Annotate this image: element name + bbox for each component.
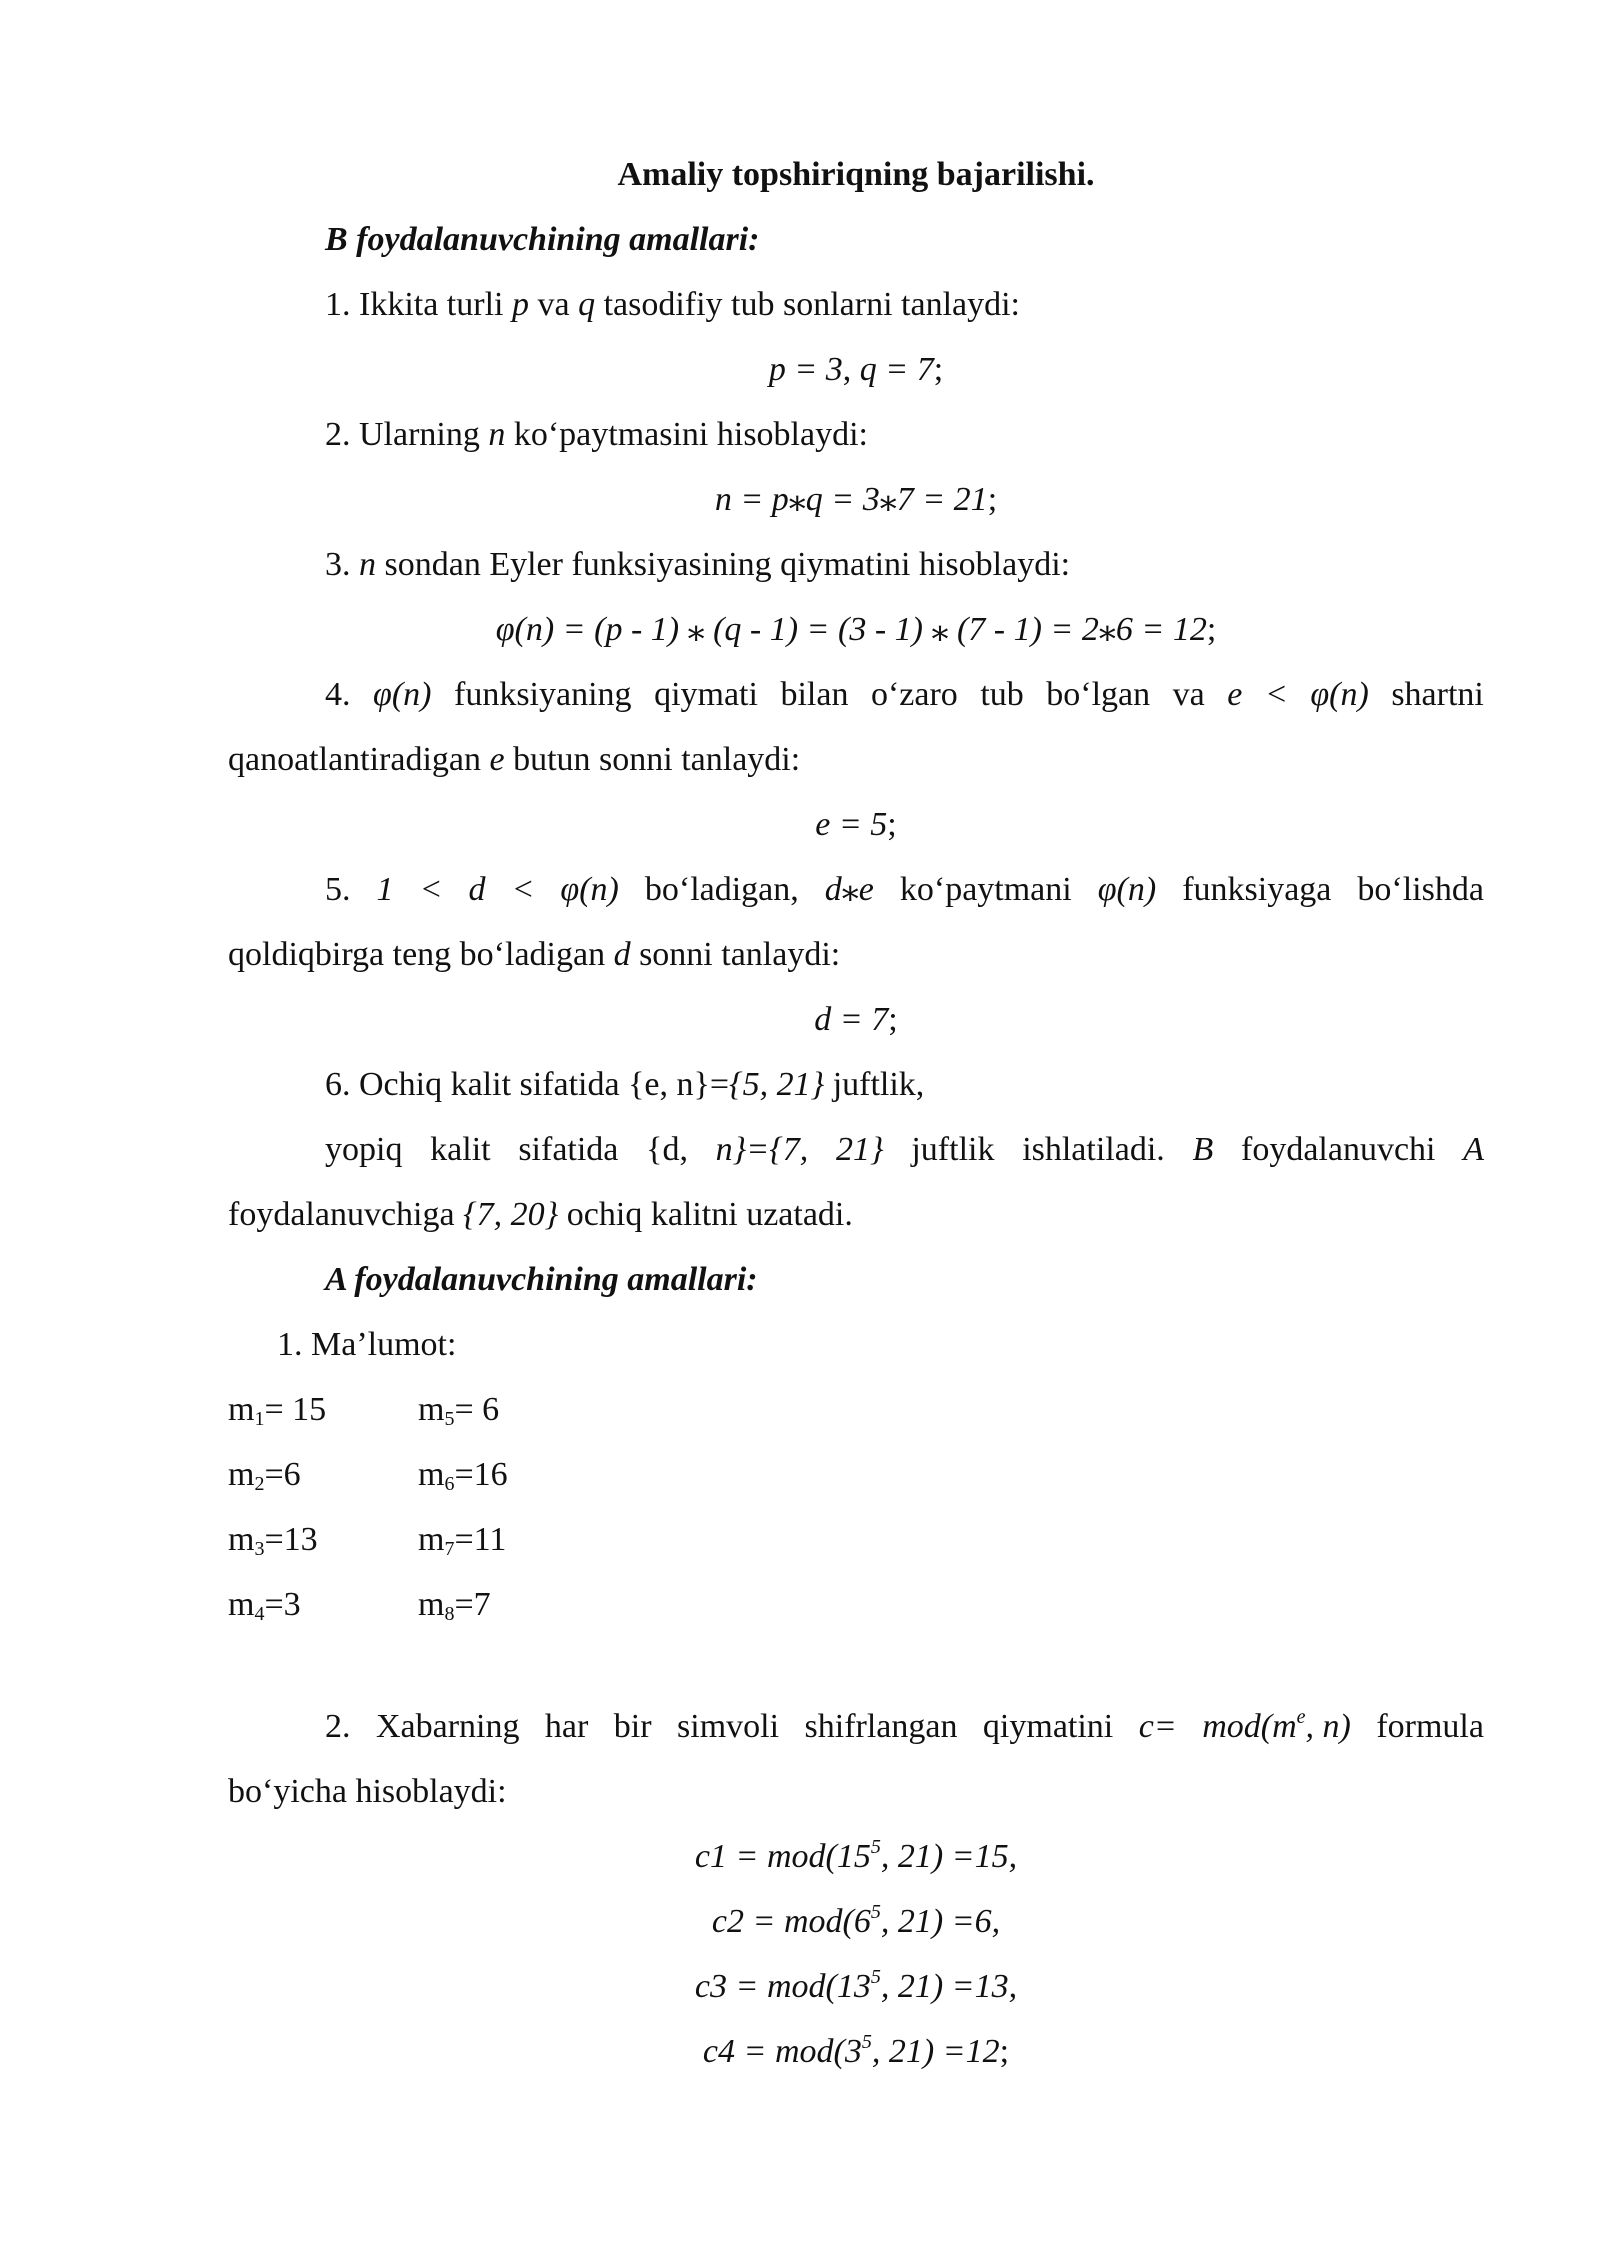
word: o‘zaro — [870, 676, 958, 713]
var-n: n — [359, 546, 376, 583]
step-1-part: 1. Ikkita turli — [325, 286, 512, 323]
word: < — [511, 871, 535, 908]
msg-val: =7 — [454, 1586, 491, 1623]
msg-name: m — [228, 1586, 255, 1623]
step-4-part: qanoatlantiradigan — [228, 741, 490, 778]
cipher-part: , 21) =6 — [880, 1903, 992, 1940]
msg-val: =3 — [264, 1586, 301, 1623]
word: {d, — [646, 1131, 688, 1168]
eq-part: ; — [887, 806, 897, 843]
msg-val: = 15 — [264, 1391, 327, 1428]
msg-name: m — [418, 1391, 445, 1428]
message-m2 — [228, 1455, 301, 1495]
equation-n — [228, 480, 1484, 520]
equation-d — [228, 1000, 1484, 1040]
step-5-line-1 — [325, 870, 1484, 910]
message-m1 — [228, 1390, 326, 1430]
equation-e — [228, 805, 1484, 845]
word: < — [419, 871, 443, 908]
eq-part: d = 7 — [814, 1001, 889, 1038]
word: bo‘lishda — [1357, 871, 1484, 908]
public-key: {5, 21} — [729, 1066, 825, 1103]
word: c= — [1138, 1708, 1177, 1745]
cipher-part: c1 = mod(15 — [694, 1838, 871, 1875]
word: A — [1463, 1131, 1484, 1168]
word: sifatida — [518, 1131, 619, 1168]
word: 5. — [325, 871, 351, 908]
step-3-text — [325, 545, 1070, 585]
step-6-part: ochiq kalitni uzatadi. — [558, 1196, 853, 1233]
word: va — [1172, 676, 1205, 713]
formula-part: , n) — [1305, 1708, 1351, 1745]
step-6-part: juftlik, — [824, 1066, 925, 1103]
word: φ(n) — [1310, 676, 1369, 713]
equation-pq — [228, 350, 1484, 390]
word: e — [1227, 676, 1243, 713]
cipher-exp: 5 — [861, 2031, 872, 2053]
msg-val: =11 — [454, 1521, 507, 1558]
msg-sub: 5 — [444, 1408, 455, 1430]
step-6-part: foydalanuvchiga — [228, 1196, 464, 1233]
msg-name: m — [418, 1456, 445, 1493]
cipher-part: , 21) =13 — [880, 1968, 1009, 2005]
step-6-line-1 — [325, 1065, 924, 1105]
cipher-c2 — [228, 1902, 1484, 1942]
msg-sub: 4 — [254, 1603, 265, 1625]
var-p: p — [511, 286, 529, 323]
step-5-line-2 — [228, 935, 840, 975]
cipher-part: ; — [999, 2033, 1010, 2070]
eq-part: ; — [888, 1001, 898, 1038]
word: 2. — [325, 1708, 351, 1745]
a-user-heading: A foydalanuvchining amallari: — [325, 1261, 758, 1298]
eq-part: ; — [987, 481, 998, 518]
msg-sub: 3 — [254, 1538, 265, 1560]
step-1-part: va — [528, 286, 579, 323]
message-m3 — [228, 1520, 318, 1560]
sent-key: {7, 20} — [463, 1196, 559, 1233]
word: shartni — [1391, 676, 1484, 713]
cipher-exp: 5 — [870, 1836, 881, 1858]
word: bir — [613, 1708, 652, 1745]
cipher-exp: 5 — [870, 1966, 881, 1988]
cipher-part: c4 = mod(3 — [702, 2033, 862, 2070]
message-m6 — [418, 1455, 508, 1495]
cipher-c3 — [228, 1967, 1484, 2007]
word: funksiyaning — [454, 676, 632, 713]
msg-name: m — [228, 1521, 255, 1558]
word: ishlatiladi. — [1022, 1131, 1165, 1168]
msg-val: =13 — [264, 1521, 318, 1558]
step-6-line-2 — [325, 1130, 1484, 1170]
msg-val: =6 — [264, 1456, 301, 1493]
eq-part: p = 3 — [768, 351, 843, 388]
word: 21} — [836, 1131, 884, 1168]
step-5-part: sonni tanlaydi: — [630, 936, 841, 973]
cipher-part: , — [1008, 1968, 1018, 2005]
word: bo‘lgan — [1046, 676, 1151, 713]
word: φ(n) — [1097, 871, 1157, 908]
var-e: e — [489, 741, 505, 778]
cipher-part: , 21) =12 — [871, 2033, 1000, 2070]
step-6-line-3 — [228, 1195, 853, 1235]
word: bo‘ladigan, — [644, 871, 799, 908]
word: φ(n) — [560, 871, 619, 908]
step-encrypt-line-2: bo‘yicha hisoblaydi: — [228, 1773, 507, 1810]
word: kalit — [430, 1131, 491, 1168]
msg-val: =16 — [454, 1456, 508, 1493]
step-3-part: 3. — [325, 546, 359, 583]
step-1-part: tasodifiy tub sonlarni tanlaydi: — [595, 286, 1020, 323]
equation-phi — [228, 610, 1484, 650]
word: simvoli — [677, 1708, 780, 1745]
msg-sub: 8 — [444, 1603, 455, 1625]
msg-name: m — [418, 1586, 445, 1623]
b-user-heading: B foydalanuvchining amallari: — [325, 221, 760, 258]
word: B — [1192, 1131, 1214, 1168]
word: juftlik — [911, 1131, 995, 1168]
msg-val: = 6 — [454, 1391, 500, 1428]
step-2-text — [325, 415, 868, 455]
word: har — [544, 1708, 589, 1745]
msg-sub: 1 — [254, 1408, 265, 1430]
cipher-c1 — [228, 1837, 1484, 1877]
step-4-line-1 — [325, 675, 1484, 715]
step-5-part: qoldiqbirga teng bo‘ladigan — [228, 936, 614, 973]
cipher-part: , — [991, 1903, 1001, 1940]
eq-part: ; — [933, 351, 944, 388]
step-4-line-2 — [228, 740, 800, 780]
word: foydalanuvchi — [1241, 1131, 1436, 1168]
msg-name: m — [228, 1456, 255, 1493]
word: formula — [1376, 1708, 1484, 1745]
message-m4 — [228, 1585, 301, 1625]
formula-part: mod(m — [1202, 1708, 1297, 1745]
msg-name: m — [228, 1391, 255, 1428]
cipher-part: , — [1008, 1838, 1018, 1875]
formula-exp: e — [1296, 1706, 1306, 1728]
step-2-part: 2. Ularning — [325, 416, 489, 453]
word: ko‘paytmani — [899, 871, 1072, 908]
step-1-text — [325, 285, 1020, 325]
var-n: n — [488, 416, 506, 453]
msg-sub: 2 — [254, 1473, 265, 1495]
msg-name: m — [418, 1521, 445, 1558]
var-d: d — [613, 936, 631, 973]
eq-part: e = 5 — [815, 806, 888, 843]
step-4-part: butun sonni tanlaydi: — [504, 741, 801, 778]
message-m8 — [418, 1585, 491, 1625]
word: shifrlangan — [804, 1708, 958, 1745]
data-label: 1. Ma’lumot: — [277, 1326, 457, 1363]
step-6-part: 6. Ochiq kalit sifatida {e, n}= — [325, 1066, 729, 1103]
word: d⁎e — [824, 871, 874, 908]
formula-mod — [1202, 1707, 1351, 1747]
eq-part: n = p⁎q = 3⁎7 = 21 — [714, 481, 988, 518]
cipher-part: , 21) =15 — [880, 1838, 1009, 1875]
word: 4. — [325, 676, 351, 713]
word: 1 — [376, 871, 394, 908]
cipher-exp: 5 — [870, 1901, 881, 1923]
step-3-part: sondan Eyler funksiyasining qiymatini hisoblaydi: — [376, 546, 1071, 583]
word: qiymatini — [982, 1708, 1114, 1745]
word: tub — [980, 676, 1024, 713]
eq-part: , — [842, 351, 860, 388]
msg-sub: 6 — [444, 1473, 455, 1495]
message-m5 — [418, 1390, 499, 1430]
word: bilan — [780, 676, 849, 713]
word: φ(n) — [373, 676, 432, 713]
eq-part: φ(n) = (p - 1) ⁎ (q - 1) = (3 - 1) ⁎ (7 - 1) = 2⁎6 = 12 — [495, 611, 1207, 648]
word: < — [1264, 676, 1288, 713]
word: d — [468, 871, 486, 908]
step-encrypt-line-1 — [325, 1707, 1484, 1747]
word: yopiq — [325, 1131, 403, 1168]
message-m7 — [418, 1520, 506, 1560]
word: funksiyaga — [1182, 871, 1332, 908]
word: n}={7, — [715, 1131, 809, 1168]
word: Xabarning — [375, 1708, 520, 1745]
step-2-part: ko‘paytmasini hisoblaydi: — [505, 416, 868, 453]
msg-sub: 7 — [444, 1538, 455, 1560]
var-q: q — [578, 286, 596, 323]
cipher-part: c2 = mod(6 — [711, 1903, 871, 1940]
eq-part: ; — [1206, 611, 1217, 648]
cipher-c4 — [228, 2032, 1484, 2072]
page-title: Amaliy topshiriqning bajarilishi. — [617, 156, 1095, 193]
eq-part: q = 7 — [859, 351, 934, 388]
cipher-part: c3 = mod(13 — [694, 1968, 871, 2005]
word: qiymati — [654, 676, 758, 713]
